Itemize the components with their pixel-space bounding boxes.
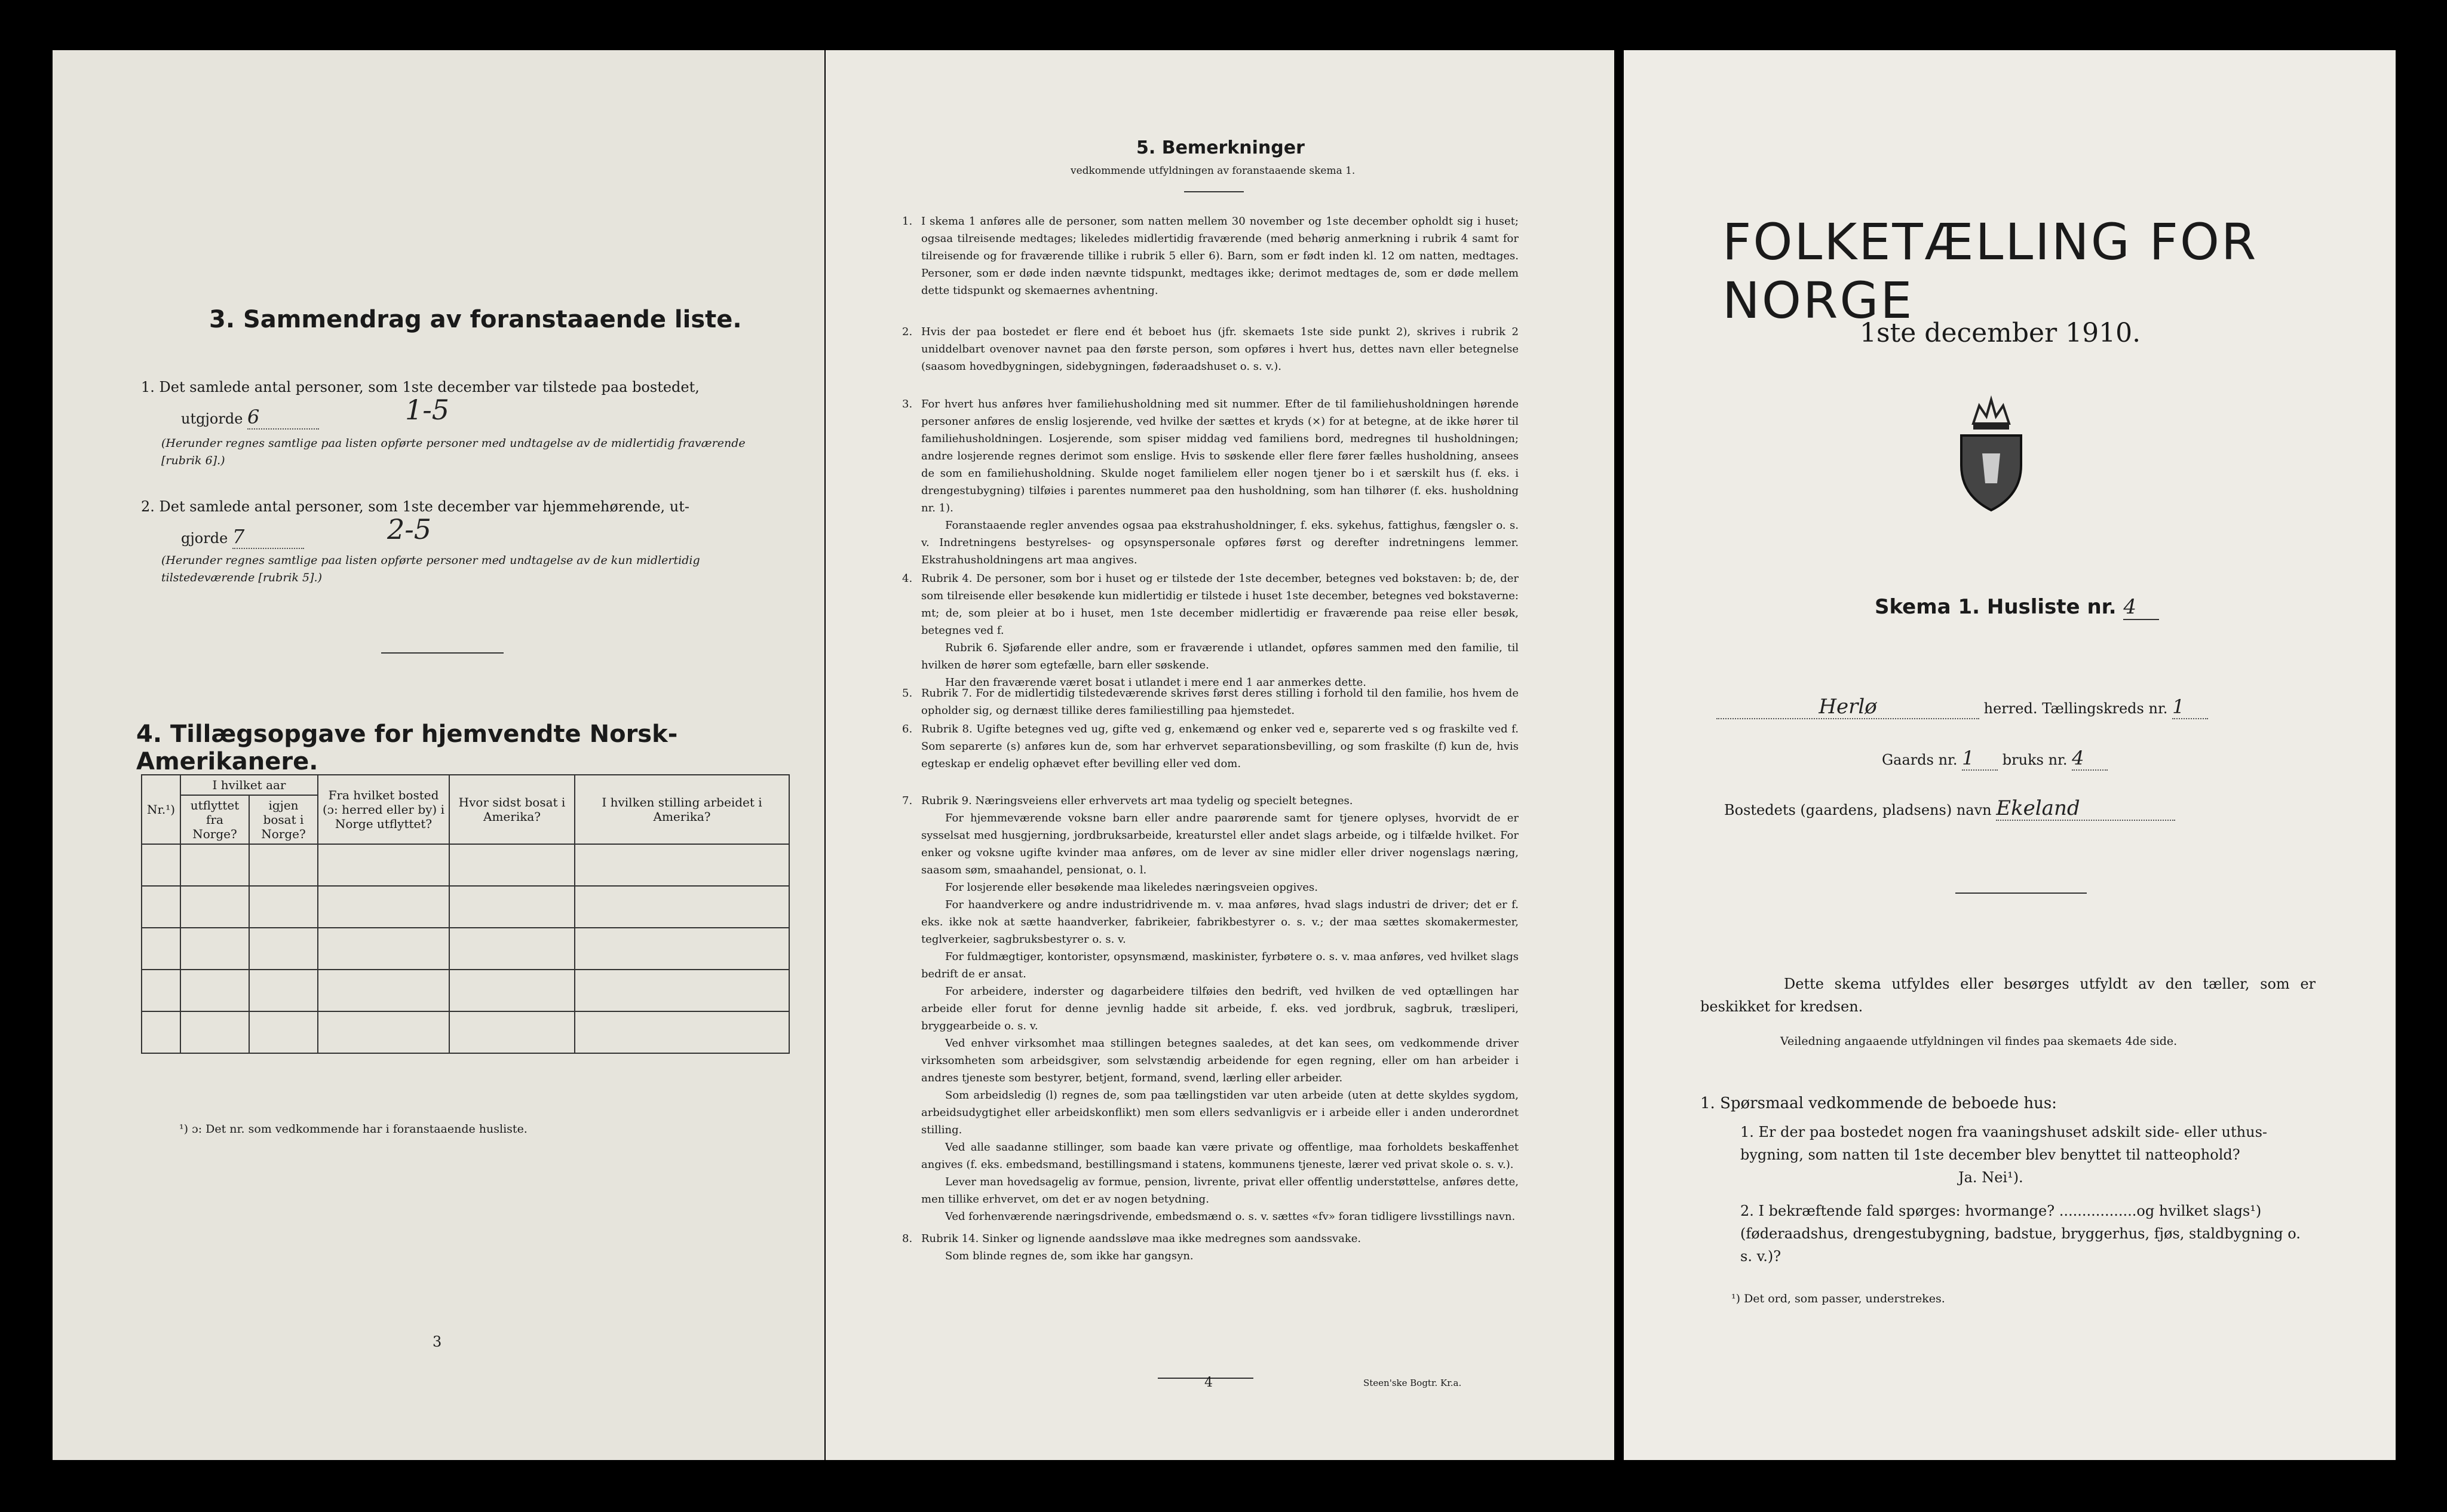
remark-paragraph: Har den fraværende været bosat i utlandet i mere end 1 aar anmerkes dette. xyxy=(945,676,1366,689)
schema-line xyxy=(1875,595,2159,620)
remark-item xyxy=(902,323,1519,375)
remark-paragraph: Rubrik 8. Ugifte betegnes ved ug, gifte ved g, enkemænd og enker ved e, separerte ved s og fraskilte ved f. Som separerte (s) anføres kun de, som har erhvervet separationsbevilling, og som fraskilte (f) kun de, hvis egteskap er endelig ophævet efter bevilling eller ved dom. xyxy=(921,723,1519,770)
left-page-number: 3 xyxy=(433,1333,442,1350)
col-fra: Fra hvilket bosted (ɔ: herred eller by) i Norge utflyttet? xyxy=(318,775,449,844)
table-row xyxy=(142,886,789,928)
middle-page-number: 4 xyxy=(1204,1375,1213,1390)
question1-title: 1. Spørsmaal vedkommende de beboede hus: xyxy=(1700,1094,2057,1112)
herred-label: herred. xyxy=(1983,700,2038,717)
item2-count-line xyxy=(181,525,304,550)
remark-paragraph: Foranstaaende regler anvendes ogsaa paa ekstrahusholdninger, f. eks. sykehus, fattighus, fængsler o. s. v. Indretningens bestyrelses- og opsynspersonale opføres først og derefter indretningens lemmer. Ekstrahusholdningens art maa angives. xyxy=(921,519,1519,566)
remark-number: 2. xyxy=(902,326,913,338)
kreds-hand: 1 xyxy=(2172,695,2208,719)
remark-paragraph: Rubrik 6. Sjøfarende eller andre, som er fraværende i utlandet, opføres sammen med den familie, til hvilken de hører som egtefælle, barn eller søskende. xyxy=(921,642,1519,671)
col-nr: Nr.¹) xyxy=(142,775,180,844)
remarks-title: 5. Bemerkninger xyxy=(1136,137,1305,158)
bosted-line xyxy=(1724,797,2175,821)
right-page xyxy=(1624,50,2396,1460)
item1-prefix: utgjorde xyxy=(181,410,243,427)
remark-paragraph: Lever man hovedsagelig av formue, pension, livrente, privat eller offentlig understøttelse, anføres dette, men tillike erhvervet, om det er av nogen betydning. xyxy=(921,1176,1519,1206)
remark-paragraph: Ved enhver virksomhet maa stillingen betegnes saaledes, at det kan sees, om vedkommende driver virksomheten som arbeidsgiver, som selvstændig arbeidende for egen regning, eller om han arbeider i andres tjeneste som bestyrer, betjent, formand, svend, lærling eller arbeider. xyxy=(921,1037,1519,1084)
gaards-hand: 1 xyxy=(1962,747,1998,771)
remark-paragraph: Rubrik 7. For de midlertidig tilstedeværende skrives først deres stilling i forhold til den familie, hos hvem de opholder sig, og dernæst tillike deres familiestilling paa hjemstedet. xyxy=(921,687,1519,717)
remarks-subtitle: vedkommende utfyldningen av foranstaaende skema 1. xyxy=(1071,165,1356,177)
remark-number: 5. xyxy=(902,687,913,700)
col-utflyttet: utflyttet fra Norge? xyxy=(180,795,249,844)
item1-note: (Herunder regnes samtlige paa listen opførte personer med undtagelse av de midlertidig fraværende [rubrik 6].) xyxy=(161,437,746,467)
section3-title: 3. Sammendrag av foranstaaende liste. xyxy=(209,306,742,333)
remark-number: 6. xyxy=(902,723,913,735)
right-footnote: ¹) Det ord, som passer, understrekes. xyxy=(1731,1292,1945,1305)
printer-mark: Steen'ske Bogtr. Kr.a. xyxy=(1363,1378,1462,1388)
item2-prefix: gjorde xyxy=(181,530,228,547)
remarks-divider xyxy=(1184,191,1244,192)
remark-paragraph: Som blinde regnes de, som ikke har gangsyn. xyxy=(945,1250,1194,1262)
left-page xyxy=(53,50,824,1460)
schema-label: Skema 1. Husliste nr. xyxy=(1875,595,2117,619)
item1-text: 1. Det samlede antal personer, som 1ste december var tilstede paa bostedet, xyxy=(141,379,700,395)
remark-item xyxy=(902,720,1519,772)
norsk-amerikanere-table xyxy=(141,774,790,1054)
kreds-label: Tællingskreds nr. xyxy=(2042,700,2168,717)
question1-1: 1. Er der paa bostedet nogen fra vaaningshuset adskilt side- eller uthus-bygning, som natten til 1ste december blev benyttet til natteophold? xyxy=(1740,1124,2267,1163)
intro-text: Dette skema utfyldes eller besørges utfyldt av den tæller, som er beskikket for kredsen. xyxy=(1700,976,2316,1015)
table-row xyxy=(142,1011,789,1053)
item1-hand-value: 6 xyxy=(247,406,319,430)
remark-paragraph: For haandverkere og andre industridrivende m. v. maa anføres, hvad slags industri de driver; det er f. eks. ikke nok at sætte haandverker, fabrikeier, fabrikbestyrer o. s. v.; der maa sættes skomakermester, teglverkeier, sagbruksbestyrer o. s. v. xyxy=(921,898,1519,946)
item2-text: 2. Det samlede antal personer, som 1ste december var hjemmehørende, ut- xyxy=(141,498,689,515)
herred-hand: Herlø xyxy=(1716,695,1979,719)
divider xyxy=(381,652,504,654)
remark-item xyxy=(902,213,1519,299)
section4-title: 4. Tillægsopgave for hjemvendte Norsk-Amerikanere. xyxy=(136,720,678,775)
left-footnote: ¹) ɔ: Det nr. som vedkommende har i foranstaaende husliste. xyxy=(179,1123,528,1136)
remark-paragraph: For arbeidere, inderster og dagarbeidere tilføies den bedrift, ved hvilken de ved optællingen har arbeide eller forut for denne jevnlig hadde sit arbeide, f. eks. ved jordbruk, sagbruk, træsliperi, bryggearbeide o. s. v. xyxy=(921,985,1519,1032)
item2-note: (Herunder regnes samtlige paa listen opførte personer med undtagelse av de kun midlertidig tilstedeværende [rubrik 5].) xyxy=(161,554,700,584)
remark-item xyxy=(902,792,1519,1225)
table-header-row-1 xyxy=(142,775,789,795)
remark-paragraph: Rubrik 14. Sinker og lignende aandssløve maa ikke medregnes som aandssvake. xyxy=(921,1232,1362,1245)
remark-paragraph: Ved forhenværende næringsdrivende, embedsmænd o. s. v. sættes «fv» foran tidligere livsstillings navn. xyxy=(945,1210,1516,1223)
col-stilling: I hvilken stilling arbeidet i Amerika? xyxy=(575,775,789,844)
col-hvor: Hvor sidst bosat i Amerika? xyxy=(449,775,575,844)
item1-count-line xyxy=(181,406,319,430)
remark-paragraph: For hjemmeværende voksne barn eller andre paarørende samt for tjenere oplyses, hvorvidt de er sysselsat med husgjerning, jordbruksarbeide, kreaturstel eller andet slags arbeide, og i tilfælde hvilket. For enker og voksne ugifte kvinder maa anføres, om de lever av sine midler eller driver nogenslags næring, saasom søm, smaahandel, pensionat, o. l. xyxy=(921,812,1519,876)
remark-paragraph: Hvis der paa bostedet er flere end ét beboet hus (jfr. skemaets 1ste side punkt 2), skrives i rubrik 2 uniddelbart ovenover navnet paa den første person, som opføres i hvert hus, dettes navn eller betegnelse (saasom hovedbygningen, sidebygningen, føderaadshuset o. s. v.). xyxy=(921,326,1519,373)
item2-hand-extra: 2-5 xyxy=(387,513,432,545)
ornament-divider xyxy=(1955,893,2087,894)
remark-number: 8. xyxy=(902,1232,913,1245)
coat-of-arms-icon xyxy=(1949,394,2033,513)
remark-paragraph: For hvert hus anføres hver familiehusholdning med sit nummer. Efter de til familiehusholdningen hørende personer anføres de enslig losjerende, ved hvilke der sættes et kryds (×) for at betegne, at de ikke hører til familiehusholdningen. Losjerende, som spiser middag ved familiens bord, medregnes til husholdningen; andre losjerende regnes derimot som enslige. Hvis to søskende eller flere fører fælles husholdning, ansees de som en familiehusholdning. Skulde noget familielem eller nogen tjener bo i et særskilt hus (f. eks. i drengestubygning) tilføies i parentes nummeret paa den husholdning, som han tilhører (f. eks. husholdning nr. 1). xyxy=(921,398,1519,514)
schema-hand-nr: 4 xyxy=(2123,595,2159,620)
remark-paragraph: Rubrik 4. De personer, som bor i huset og er tilstede der 1ste december, betegnes ved bokstaven: b; de, der som tilreisende eller besøkende kun midlertidig er tilstede i huset 1ste december, betegnes ved bokstaverne: mt; de, som pleier at bo i huset, men 1ste december midlertidig er fraværende paa reise eller besøk, betegnes ved f. xyxy=(921,572,1519,637)
bruks-hand: 4 xyxy=(2072,747,2108,771)
remark-item xyxy=(902,685,1519,719)
herred-line xyxy=(1716,695,2208,720)
remark-paragraph: For fuldmægtiger, kontorister, opsynsmænd, maskinister, fyrbøtere o. s. v. maa anføres, ved hvilket slags bedrift de er ansat. xyxy=(921,950,1519,980)
middle-page xyxy=(826,50,1614,1460)
remark-number: 3. xyxy=(902,398,913,410)
question1-1-answer: Ja. Nei¹). xyxy=(1958,1169,2023,1186)
remark-paragraph: Ved alle saadanne stillinger, som baade kan være private og offentlige, maa forholdets beskaffenhet angives (f. eks. embedsmand, bestillingsmand i statens, kommunens tjeneste, lærer ved privat skole o. s. v.). xyxy=(921,1141,1519,1171)
remark-paragraph: Rubrik 9. Næringsveiens eller erhvervets art maa tydelig og specielt betegnes. xyxy=(921,795,1353,807)
remark-item xyxy=(902,1230,1519,1265)
remark-number: 1. xyxy=(902,215,913,228)
remark-paragraph: Som arbeidsledig (l) regnes de, som paa tællingstiden var uten arbeide (uten at dette skyldes sygdom, arbeidsudygtighet eller arbeidskonflikt) men som ellers sedvanligvis er i arbeide eller i anden underordnet stilling. xyxy=(921,1089,1519,1136)
remark-item xyxy=(902,570,1519,691)
table-row xyxy=(142,970,789,1011)
form-date: 1ste december 1910. xyxy=(1860,318,2141,348)
item1-hand-extra: 1-5 xyxy=(405,394,450,426)
remark-item xyxy=(902,395,1519,569)
remark-paragraph: I skema 1 anføres alle de personer, som natten mellem 30 november og 1ste december opholdt sig i huset; ogsaa tilreisende medtages; likeledes midlertidig fraværende (med behørig anmerkning i rubrik 4 samt for tilreisende og for fraværende tillike i rubrik 5 eller 6). Barn, som er født inden kl. 12 om natten, medtages. Personer, som er døde inden nævnte tidspunkt, medtages ikke; derimot medtages de, som er døde mellem dette tidspunkt og skemaernes avhentning. xyxy=(921,215,1519,297)
remark-number: 4. xyxy=(902,572,913,585)
col-group-aar: I hvilket aar xyxy=(180,775,318,795)
form-title: FOLKETÆLLING FOR NORGE xyxy=(1722,213,2258,330)
table-row xyxy=(142,928,789,970)
gaards-line xyxy=(1882,747,2108,771)
col-igjen: igjen bosat i Norge? xyxy=(249,795,318,844)
gaards-label: Gaards nr. xyxy=(1882,752,1958,768)
remark-paragraph: For losjerende eller besøkende maa likeledes næringsveien opgives. xyxy=(945,881,1318,894)
item2-hand-value: 7 xyxy=(232,525,304,549)
guide-text: Veiledning angaaende utfyldningen vil findes paa skemaets 4de side. xyxy=(1780,1035,2178,1048)
remark-number: 7. xyxy=(902,795,913,807)
bruks-label: bruks nr. xyxy=(2002,752,2068,768)
bosted-label: Bostedets (gaardens, pladsens) navn xyxy=(1724,802,1992,818)
table-row xyxy=(142,844,789,886)
question1-2: 2. I bekræftende fald spørges: hvormange? .................og hvilket slags¹) (føderaadshus, drengestubygning, badstue, bryggerhus, fjøs, staldbygning o. s. v.)? xyxy=(1740,1203,2301,1265)
bosted-hand: Ekeland xyxy=(1996,797,2175,821)
